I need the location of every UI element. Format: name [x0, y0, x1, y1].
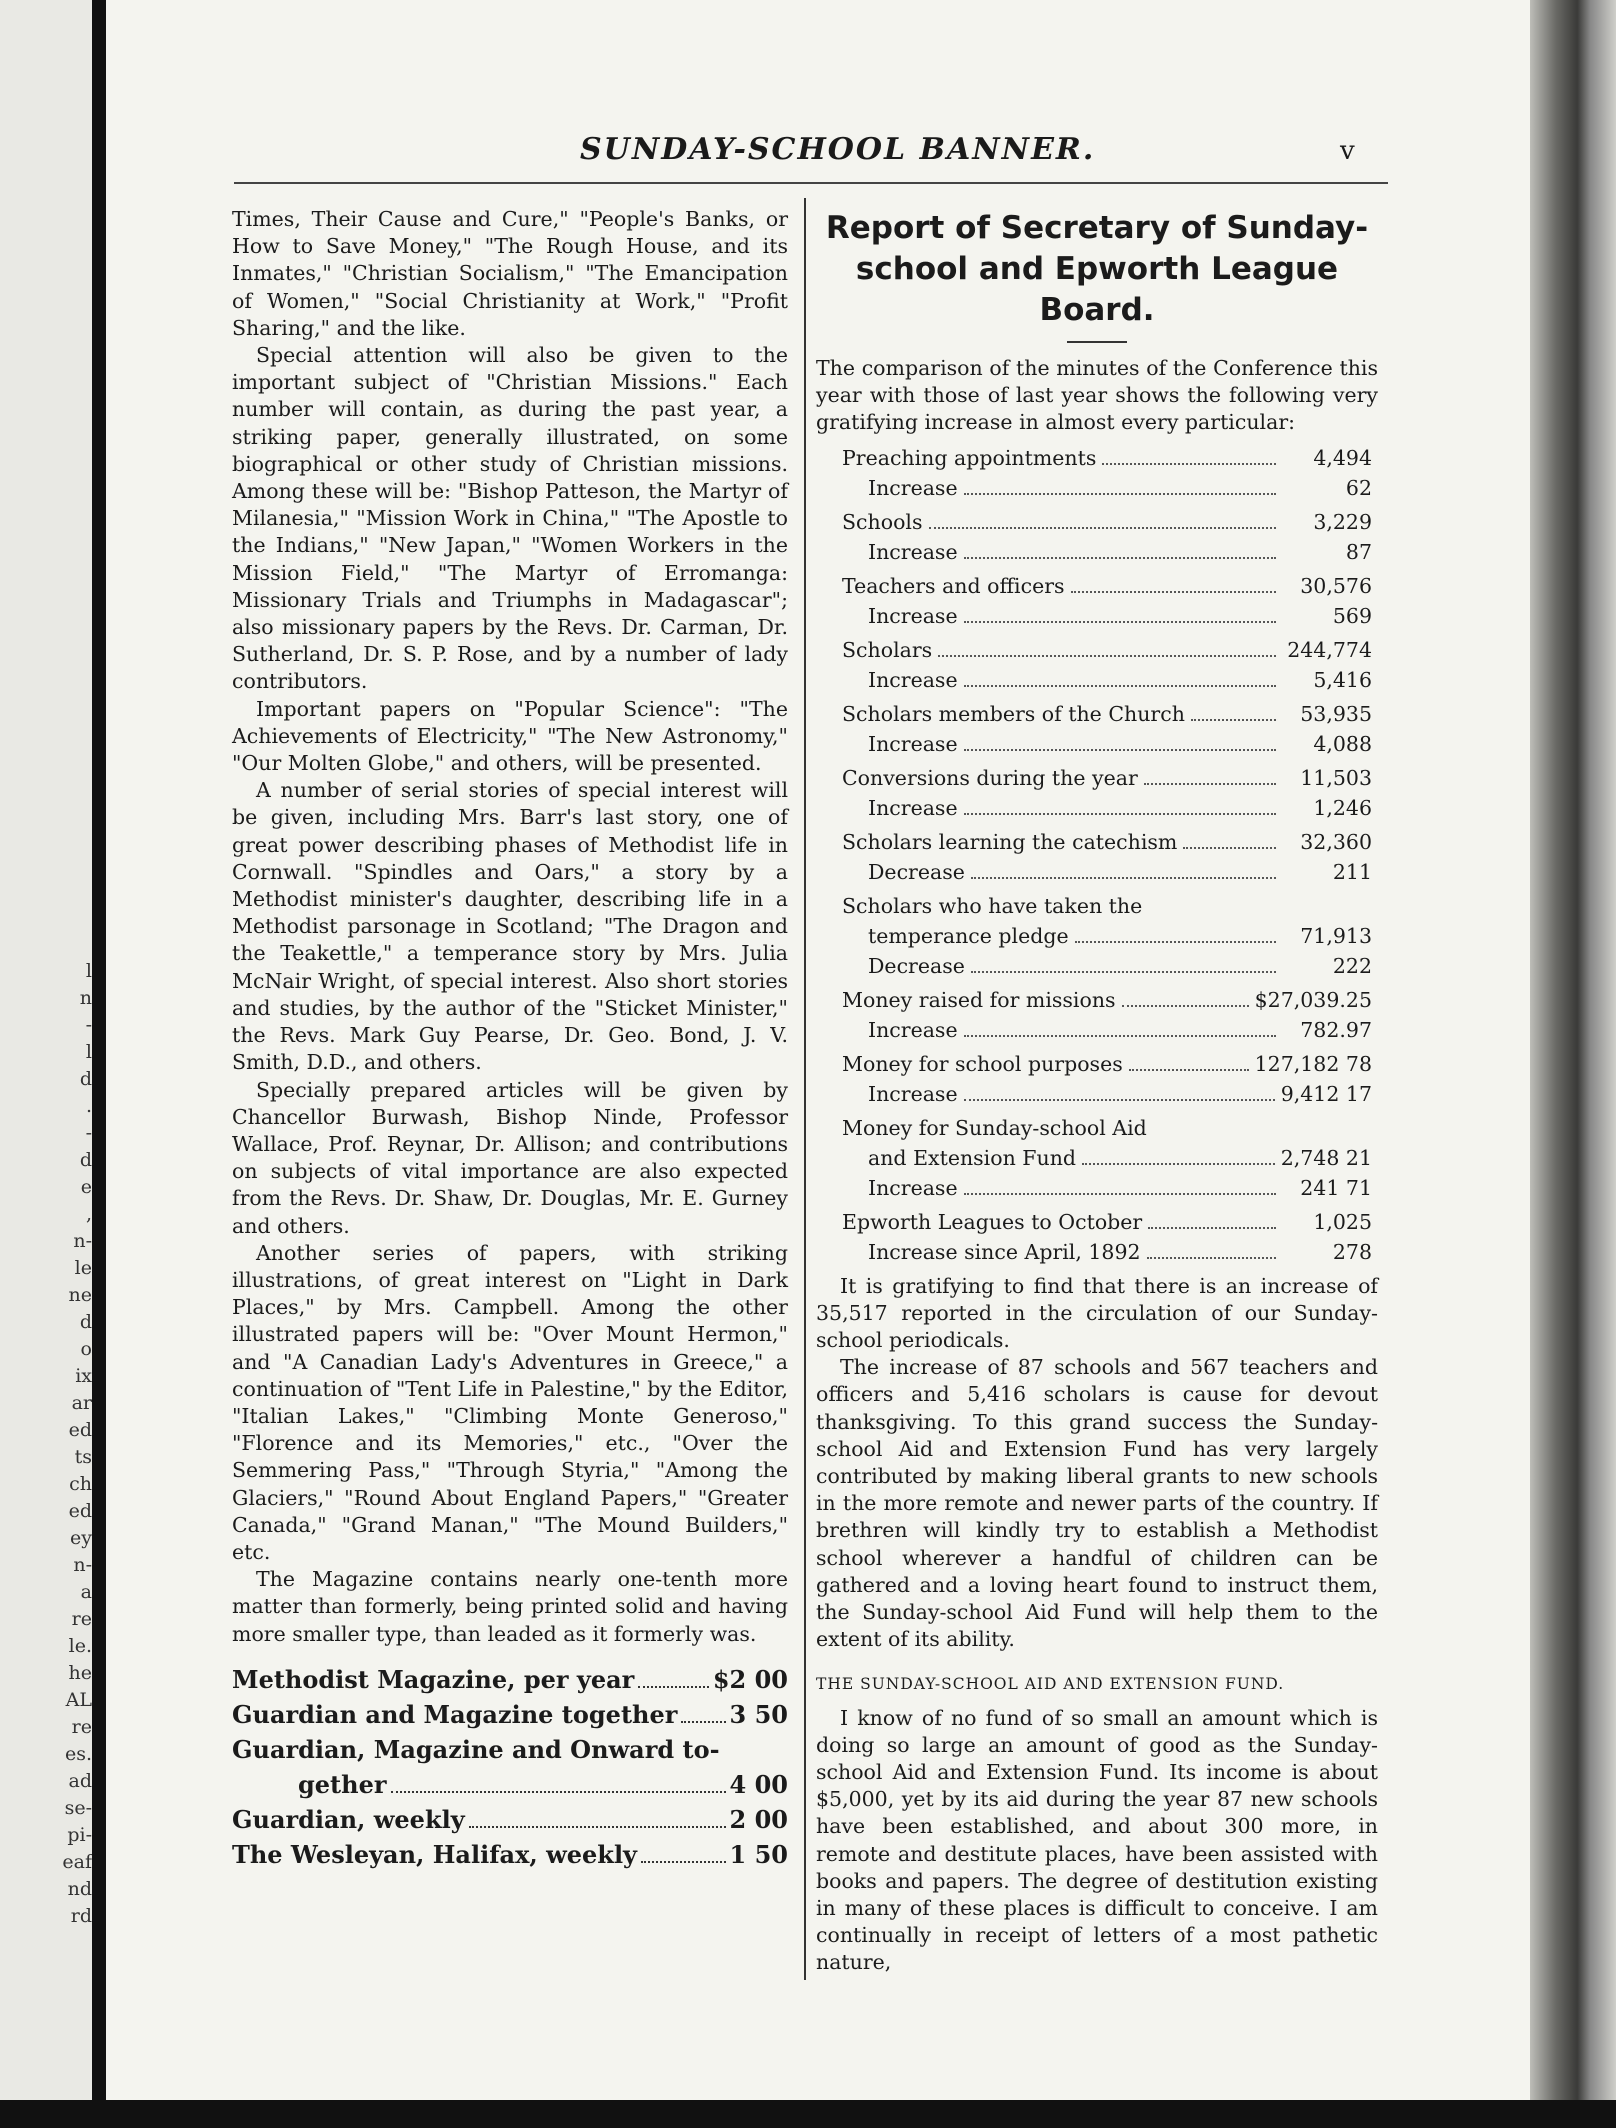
leader-dots — [929, 527, 1277, 529]
stat-value: 3,229 — [1313, 509, 1372, 534]
stat-row — [842, 985, 1372, 1015]
leader-dots — [638, 1686, 709, 1688]
stat-label: Schools — [842, 509, 923, 534]
leader-dots — [971, 877, 1276, 879]
price-label-continued: gether — [298, 1769, 387, 1799]
price-row — [232, 1732, 788, 1802]
leader-dots — [964, 813, 1276, 815]
paragraph: The Magazine contains nearly one-tenth more matter than formerly, being printed solid and having more smaller type, than leaded as it formerly was. — [232, 1567, 788, 1646]
fragment-text: d — [79, 1149, 92, 1171]
stat-label: Money raised for missions — [842, 987, 1116, 1012]
stat-label: Scholars learning the catechism — [842, 829, 1178, 854]
leader-dots — [1147, 1257, 1276, 1259]
fragment-text: se- — [64, 1797, 92, 1819]
fragment-text: ix — [75, 1365, 92, 1387]
stat-row — [842, 1113, 1372, 1143]
stat-change-row — [842, 793, 1372, 823]
fragment-text: a — [80, 1581, 92, 1603]
fragment-text: es. — [64, 1743, 92, 1765]
fragment-text: le — [74, 1257, 92, 1279]
fragment-text: o — [80, 1338, 92, 1360]
price-row — [232, 1837, 788, 1872]
header-rule — [234, 182, 1388, 184]
stat-change-label: Increase — [868, 795, 958, 820]
running-header: SUNDAY-SCHOOL BANNER. — [580, 132, 1096, 167]
leader-dots — [971, 971, 1276, 973]
fragment-text: ed — [68, 1419, 92, 1441]
stat-value: 71,913 — [1300, 923, 1372, 948]
intro-paragraph: The comparison of the minutes of the Conference this year with those of last year shows the following very gratifying increase in almost every particular: — [816, 356, 1378, 435]
report-title: Report of Secretary of Sunday-school and Epworth League Board. — [825, 210, 1369, 328]
price-amount: 2 00 — [729, 1804, 788, 1834]
fragment-text: eaf — [62, 1851, 92, 1873]
fragment-text: ed — [68, 1500, 92, 1522]
leader-dots — [1183, 847, 1276, 849]
statistics-table — [842, 443, 1372, 1267]
leader-dots — [1191, 719, 1276, 721]
stat-value: 53,935 — [1300, 701, 1372, 726]
fragment-text: - — [85, 1014, 92, 1036]
fragment-text: l — [85, 960, 92, 982]
stat-label: Epworth Leagues to October — [842, 1209, 1143, 1234]
stat-change-value: 211 — [1332, 859, 1372, 884]
fragment-text: ey — [70, 1527, 92, 1549]
fragment-text: . — [85, 1095, 92, 1117]
fragment-text: d — [79, 1068, 92, 1090]
stat-change-label: Increase — [868, 475, 958, 500]
stat-row-continued — [842, 921, 1372, 951]
leader-dots — [1102, 463, 1276, 465]
price-amount: 3 50 — [729, 1699, 788, 1729]
right-column — [816, 206, 1378, 1977]
leader-dots — [1082, 1163, 1275, 1165]
fragment-text: pi- — [67, 1824, 92, 1846]
stat-change-row — [842, 537, 1372, 567]
leader-dots — [964, 1099, 1275, 1101]
stat-change-value: 5,416 — [1313, 667, 1372, 692]
leader-dots — [964, 621, 1276, 623]
stat-value: 11,503 — [1300, 765, 1372, 790]
stat-change-row — [842, 601, 1372, 631]
leader-dots — [1129, 1069, 1249, 1071]
stat-change-label: Increase since April, 1892 — [868, 1239, 1141, 1264]
stat-value: $27,039.25 — [1254, 987, 1372, 1012]
fragment-text: e — [80, 1176, 92, 1198]
leader-dots — [964, 1035, 1276, 1037]
stat-row — [842, 1049, 1372, 1079]
stat-change-row — [842, 951, 1372, 981]
stat-value: 4,494 — [1313, 445, 1372, 470]
leader-dots — [964, 493, 1276, 495]
price-amount: 4 00 — [729, 1769, 788, 1799]
fragment-text: re — [71, 1716, 92, 1738]
leader-dots — [964, 749, 1276, 751]
stat-row — [842, 635, 1372, 665]
stat-change-value: 4,088 — [1313, 731, 1372, 756]
stat-change-label: Increase — [868, 1017, 958, 1042]
stat-change-row — [842, 857, 1372, 887]
stat-label: Scholars members of the Church — [842, 701, 1185, 726]
stat-row — [842, 763, 1372, 793]
stat-change-label: Increase — [868, 539, 958, 564]
stat-change-row — [842, 1237, 1372, 1267]
stat-change-value: 569 — [1332, 603, 1372, 628]
fragment-text: ts — [74, 1446, 92, 1468]
stat-change-label: Increase — [868, 1175, 958, 1200]
fragment-text: he — [68, 1662, 92, 1684]
stat-change-label: Decrease — [868, 953, 965, 978]
stat-row — [842, 507, 1372, 537]
column-rule — [804, 198, 806, 1980]
page-edge — [1530, 0, 1616, 2128]
stat-change-value: 87 — [1345, 539, 1372, 564]
fragment-text: d — [79, 1311, 92, 1333]
stat-label-continued: temperance pledge — [868, 923, 1069, 948]
subscription-price-list — [232, 1662, 788, 1872]
price-amount: 1 50 — [729, 1839, 788, 1869]
stat-change-value: 62 — [1345, 475, 1372, 500]
fragment-text: nd — [67, 1878, 92, 1900]
stat-label: Preaching appointments — [842, 445, 1097, 470]
paragraph: Times, Their Cause and Cure," "People's Banks, or How to Save Money," "The Rough House, and its Inmates," "Christian Socialism," "The Emancipation of Women," "Social Christianity at Work," "Profit Sharing," and the like. — [232, 207, 788, 340]
paragraph: Specially prepared articles will be given by Chancellor Burwash, Bishop Ninde, Professor Wallace, Prof. Reynar, Dr. Allison; and contributions on subjects of vital importance are also expected from the Revs. Dr. Shaw, Dr. Douglas, Mr. E. Gurney and others. — [232, 1077, 788, 1238]
fragment-text: ar — [71, 1392, 92, 1414]
paragraph: Important papers on "Popular Science": "The Achievements of Electricity," "The New Astronomy," "Our Molten Globe," and others, will be presented. — [232, 696, 788, 776]
leader-dots — [1144, 783, 1276, 785]
leader-dots — [938, 655, 1276, 657]
stat-label: Teachers and officers — [842, 573, 1065, 598]
price-label: Methodist Magazine, per year — [232, 1664, 635, 1694]
leader-dots — [1071, 591, 1276, 593]
price-label: The Wesleyan, Halifax, weekly — [232, 1839, 637, 1869]
fragment-text: ch — [69, 1473, 92, 1495]
stat-change-value: 782.97 — [1300, 1017, 1372, 1042]
section-subheading: THE SUNDAY-SCHOOL AID AND EXTENSION FUND. — [816, 1675, 1285, 1694]
paragraph: It is gratifying to find that there is an increase of 35,517 reported in the circulation of our Sunday-school periodicals. — [816, 1273, 1378, 1353]
stat-change-row — [842, 1079, 1372, 1109]
stat-change-label: Increase — [868, 1081, 958, 1106]
stat-change-value: 278 — [1332, 1239, 1372, 1264]
paragraph: A number of serial stories of special interest will be given, including Mrs. Barr's last story, one of great power describing phases of Methodist life in Cornwall. "Spindles and Oars," a story by a Methodist minister's daughter, describing life in a Methodist parsonage in Scotland; "The Dragon and the Teakettle," a temperance story by Mrs. Julia McNair Wright, of special interest. Also short stories and studies, by the author of the "Sticket Minister," the Revs. Mark Guy Pearse, Dr. Geo. Bond, J. V. Smith, D.D., and others. — [232, 778, 788, 1075]
price-label: Guardian and Magazine together — [232, 1699, 678, 1729]
stat-value: 32,360 — [1300, 829, 1372, 854]
leader-dots — [469, 1826, 726, 1828]
stat-row — [842, 827, 1372, 857]
stat-change-label: Decrease — [868, 859, 965, 884]
stat-label: Scholars who have taken the — [842, 893, 1143, 918]
stat-row — [842, 571, 1372, 601]
fragment-text: , — [85, 1203, 92, 1225]
stat-value: 30,576 — [1300, 573, 1372, 598]
stat-change-label: Increase — [868, 731, 958, 756]
paragraph: I know of no fund of so small an amount which is doing so large an amount of good as the Sunday-school Aid and Extension Fund. Its income is about $5,000, yet by its aid during the year 87 new schools have been established, and about 300 more, in remote and destitute places, have been assisted with books and papers. The degree of destitution existing in many of these places is difficult to conceive. I am continually in receipt of letters of a most pathetic nature, — [816, 1705, 1378, 1975]
leader-dots — [1075, 941, 1276, 943]
stat-change-row — [842, 729, 1372, 759]
paragraph: Another series of papers, with striking illustrations, of great interest on "Light in Dark Places," by Mrs. Campbell. Among the other illustrated papers will be: "Over Mount Hermon," and "A Canadian Lady's Adventures in Greece," a continuation of "Tent Life in Palestine," by the Editor, "Italian Lakes," "Climbing Monte Generoso," "Florence and its Memories," etc., "Over the Semmering Pass," "Through Styria," "Among the Glaciers," "Round About England Papers," "Greater Canada," "Grand Manan," "The Mound Builders," etc. — [232, 1240, 788, 1564]
stat-value: 2,748 21 — [1280, 1145, 1372, 1170]
stat-change-row — [842, 665, 1372, 695]
fragment-text: n- — [73, 1554, 92, 1576]
leader-dots — [681, 1721, 725, 1723]
fragment-text: l — [85, 1041, 92, 1063]
stat-change-row — [842, 1173, 1372, 1203]
price-row — [232, 1802, 788, 1837]
fragment-text: AL — [65, 1689, 92, 1711]
stat-change-value: 241 71 — [1300, 1175, 1372, 1200]
leader-dots — [964, 557, 1276, 559]
fragment-text: ad — [68, 1770, 92, 1792]
left-column — [232, 206, 788, 1872]
fragment-text: rd — [70, 1905, 92, 1927]
stat-change-value: 9,412 17 — [1280, 1081, 1372, 1106]
facing-page-text-fragments — [0, 0, 98, 2128]
fragment-text: n- — [73, 1230, 92, 1252]
fragment-text: re — [71, 1608, 92, 1630]
stat-change-label: Increase — [868, 603, 958, 628]
fragment-text: - — [85, 1122, 92, 1144]
fragment-text: le. — [68, 1635, 92, 1657]
stat-change-value: 222 — [1332, 953, 1372, 978]
book-spine-shadow — [92, 0, 106, 2128]
stat-change-label: Increase — [868, 667, 958, 692]
page-number: v — [1340, 136, 1355, 166]
fragment-text: ne — [68, 1284, 92, 1306]
paragraph: The increase of 87 schools and 567 teachers and officers and 5,416 scholars is cause for devout thanksgiving. To this grand success the Sunday-school Aid and Extension Fund has very largely contributed by making liberal grants to new schools in the more remote and newer parts of the country. If brethren will kindly try to establish a Methodist school wherever a handful of children can be gathered and a loving heart found to instruct them, the Sunday-school Aid Fund will help them to the extent of its ability. — [816, 1355, 1378, 1652]
stat-row-continued — [842, 1143, 1372, 1173]
stat-row — [842, 891, 1372, 921]
paragraph: Special attention will also be given to the important subject of "Christian Missions." Each number will contain, as during the past year, a striking paper, generally illustrated, on some biographical or other study of Christian missions. Among these will be: "Bishop Patteson, the Martyr of Milanesia," "Mission Work in China," "The Apostle to the Indians," "New Japan," "Women Workers in the Mission Field," "The Martyr of Erromanga: Missionary Trials and Triumphs in Madagascar"; also missionary papers by the Revs. Dr. Carman, Dr. Sutherland, Dr. S. P. Rose, and by a number of lady contributors. — [232, 343, 788, 694]
stat-value: 1,025 — [1313, 1209, 1372, 1234]
stat-label-continued: and Extension Fund — [868, 1145, 1077, 1170]
leader-dots — [964, 1193, 1276, 1195]
stat-change-value: 1,246 — [1313, 795, 1372, 820]
price-row — [232, 1662, 788, 1697]
stat-change-row — [842, 1015, 1372, 1045]
scan-border — [0, 2100, 1616, 2128]
stat-label: Money for school purposes — [842, 1051, 1123, 1076]
stat-row — [842, 1207, 1372, 1237]
leader-dots — [1148, 1227, 1276, 1229]
leader-dots — [391, 1791, 726, 1793]
stat-value: 244,774 — [1287, 637, 1372, 662]
leader-dots — [964, 685, 1276, 687]
leader-dots — [641, 1861, 726, 1863]
price-amount: $2 00 — [712, 1664, 788, 1694]
stat-change-row — [842, 473, 1372, 503]
price-label: Guardian, Magazine and Onward to- — [232, 1734, 720, 1764]
fragment-text: n — [79, 987, 92, 1009]
price-row — [232, 1697, 788, 1732]
stat-row — [842, 699, 1372, 729]
stat-label: Money for Sunday-school Aid — [842, 1115, 1147, 1140]
leader-dots — [1122, 1005, 1249, 1007]
title-rule — [1067, 341, 1127, 343]
stat-label: Scholars — [842, 637, 933, 662]
stat-row — [842, 443, 1372, 473]
stat-label: Conversions during the year — [842, 765, 1138, 790]
price-label: Guardian, weekly — [232, 1804, 465, 1834]
stat-value: 127,182 78 — [1254, 1051, 1372, 1076]
